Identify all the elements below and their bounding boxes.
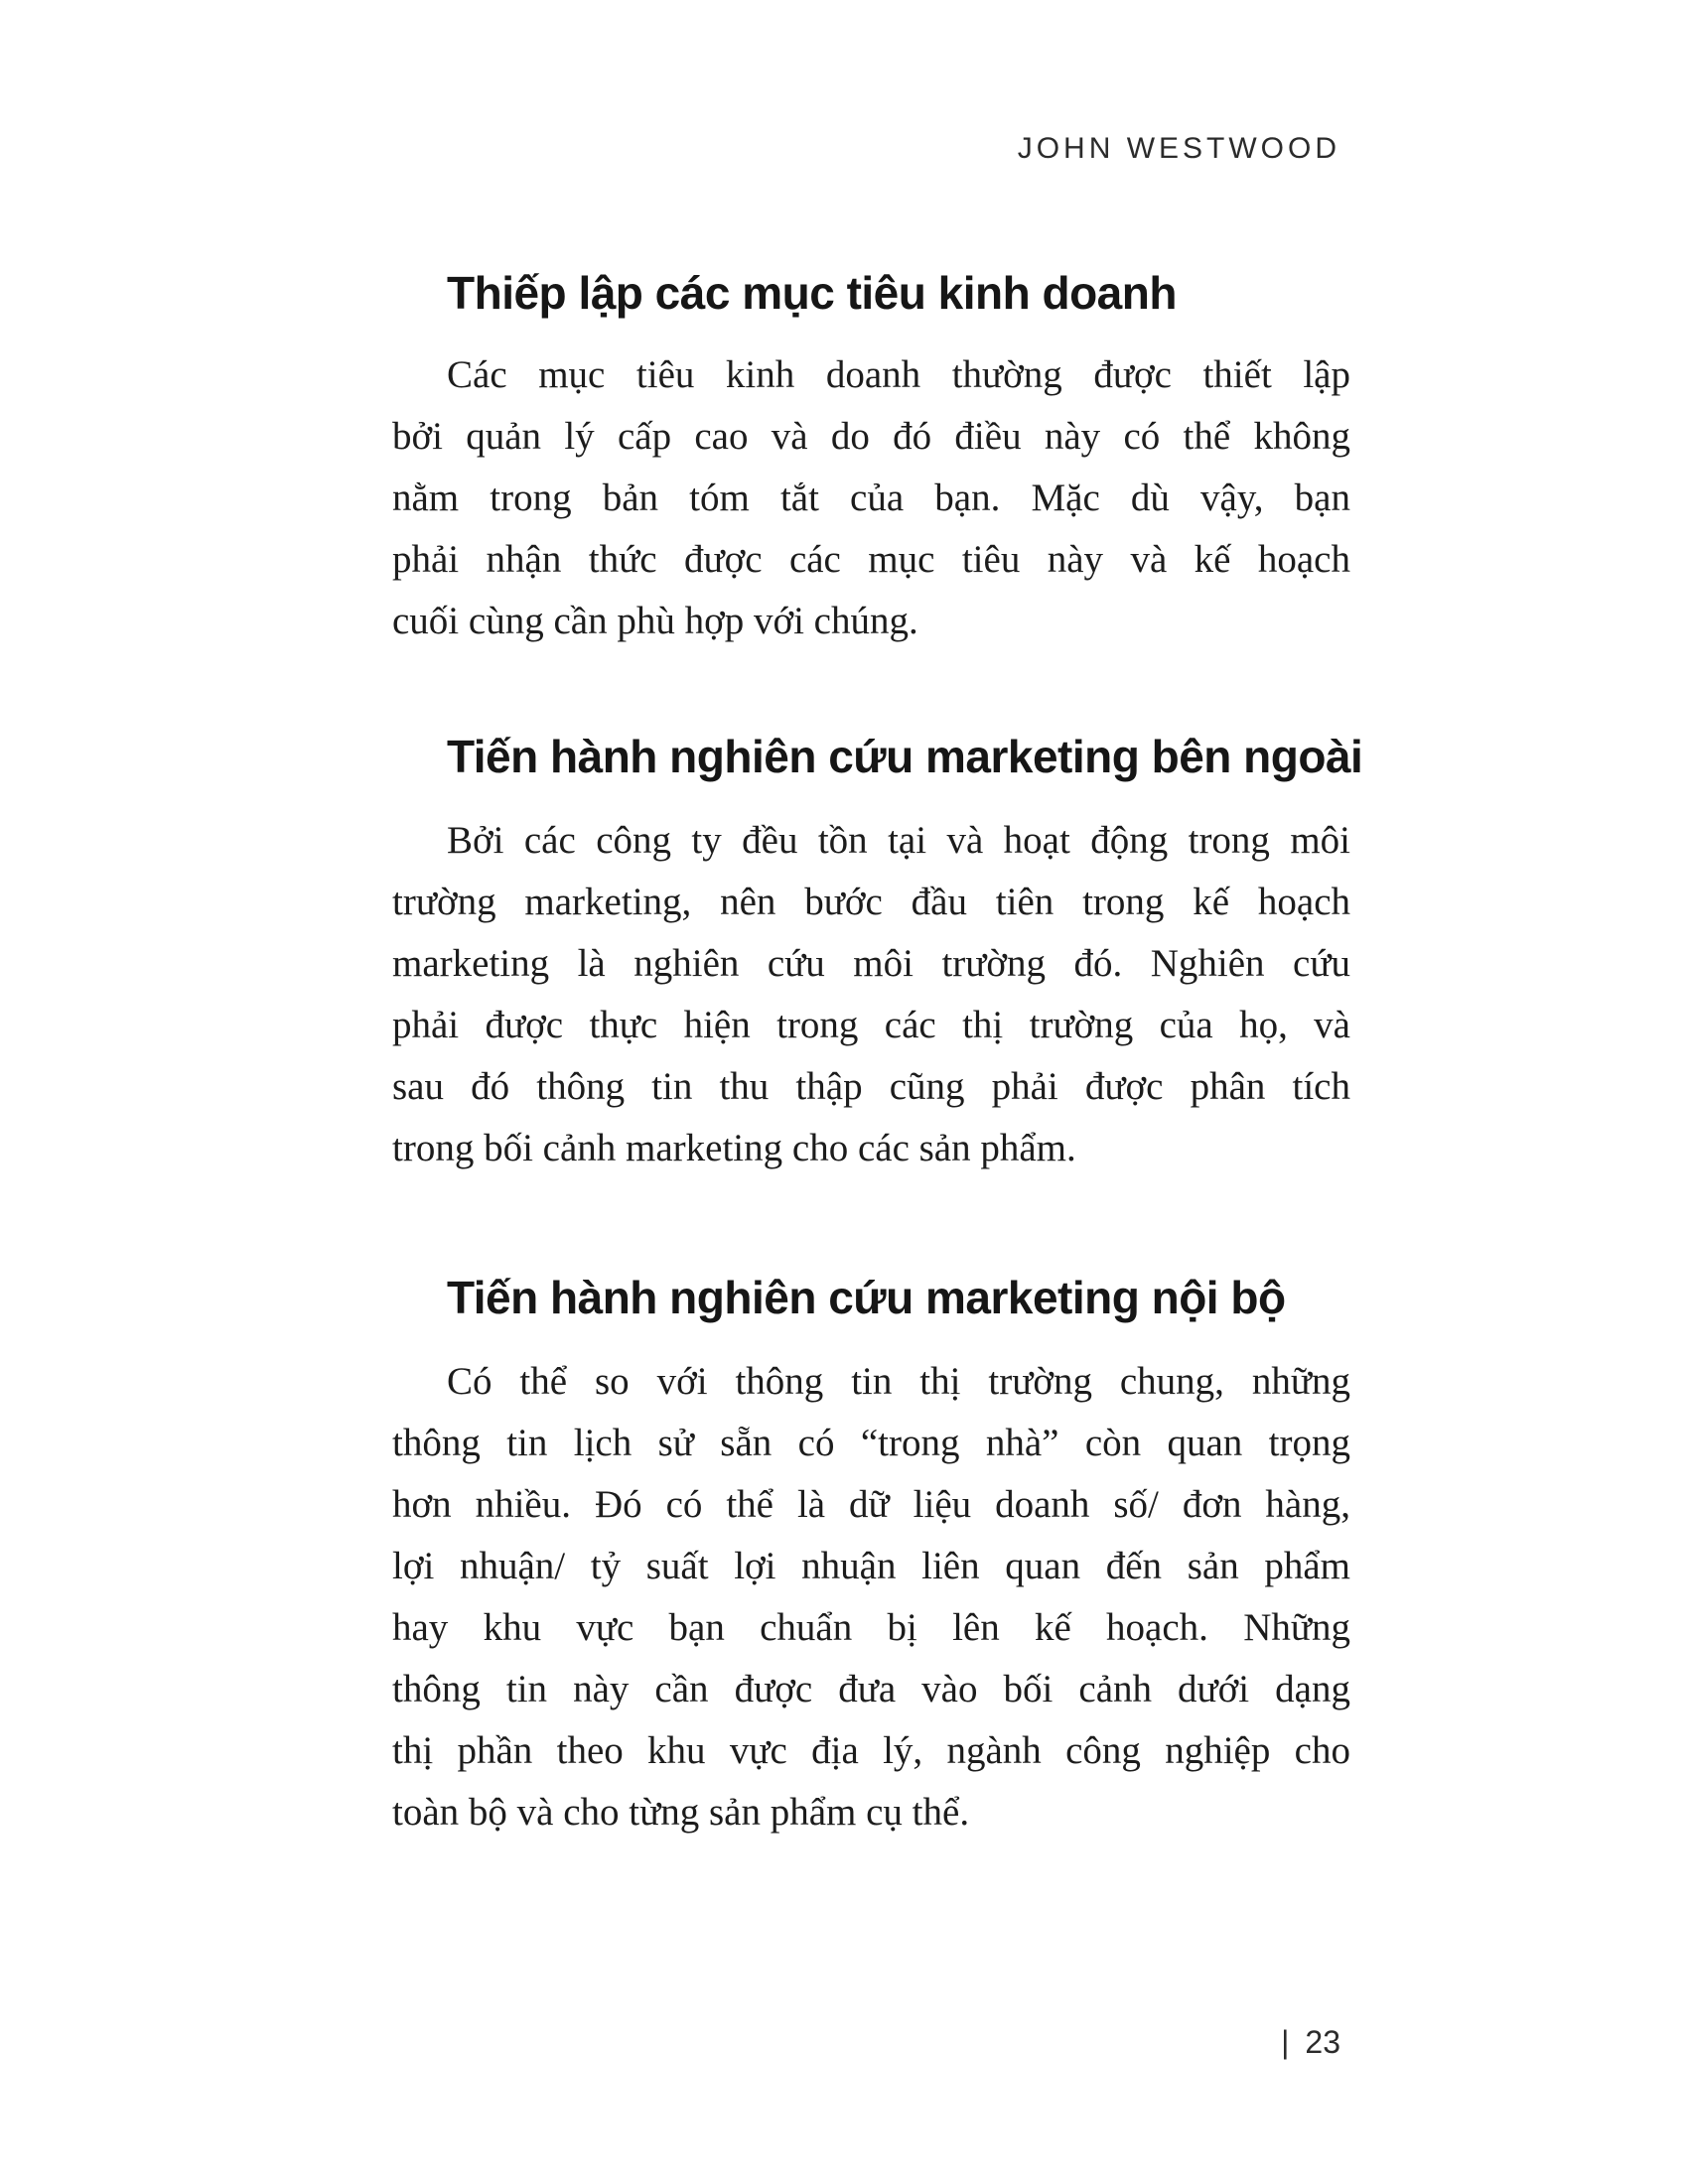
page-number (392, 2026, 1340, 2058)
paragraph-line: Các mục tiêu kinh doanh thường được thiết lập (447, 353, 1350, 396)
paragraph-line: trường marketing, nên bước đầu tiên trong kế hoạch (392, 881, 1350, 923)
paragraph-line: trong bối cảnh marketing cho các sản phẩm. (392, 1127, 1076, 1169)
paragraph-line: Bởi các công ty đều tồn tại và hoạt động trong môi (447, 819, 1350, 862)
paragraph-external-marketing-research (392, 810, 1350, 1179)
paragraph-line: cuối cùng cần phù hợp với chúng. (392, 600, 918, 642)
paragraph-line: phải nhận thức được các mục tiêu này và kế hoạch (392, 538, 1350, 581)
paragraph-line: bởi quản lý cấp cao và do đó điều này có thể không (392, 415, 1350, 458)
section-heading-external-marketing-research: Tiến hành nghiên cứu marketing bên ngoài (447, 731, 1363, 782)
paragraph-internal-marketing-research (392, 1351, 1350, 1843)
paragraph-line: Có thể so với thông tin thị trường chung, những (447, 1360, 1350, 1403)
running-header: JOHN WESTWOOD (1017, 132, 1340, 165)
paragraph-line: phải được thực hiện trong các thị trường của họ, và (392, 1004, 1350, 1046)
paragraph-line: thông tin lịch sử sẵn có “trong nhà” còn quan trọng (392, 1422, 1350, 1464)
page-number-separator-bar: | (1281, 2024, 1290, 2060)
section-heading-internal-marketing-research: Tiến hành nghiên cứu marketing nội bộ (447, 1272, 1286, 1323)
paragraph-line: hay khu vực bạn chuẩn bị lên kế hoạch. Những (392, 1606, 1350, 1649)
paragraph-line: marketing là nghiên cứu môi trường đó. Nghiên cứu (392, 942, 1350, 985)
page-number-value: 23 (1305, 2024, 1340, 2060)
paragraph-line: sau đó thông tin thu thập cũng phải được phân tích (392, 1065, 1350, 1108)
paragraph-line: thông tin này cần được đưa vào bối cảnh dưới dạng (392, 1668, 1350, 1710)
section-heading-business-objectives: Thiếp lập các mục tiêu kinh doanh (447, 267, 1177, 319)
paragraph-line: thị phần theo khu vực địa lý, ngành công nghiệp cho (392, 1729, 1350, 1772)
paragraph-business-objectives (392, 344, 1350, 652)
paragraph-line: nằm trong bản tóm tắt của bạn. Mặc dù vậy, bạn (392, 477, 1350, 519)
paragraph-line: toàn bộ và cho từng sản phẩm cụ thể. (392, 1791, 970, 1834)
paragraph-line: hơn nhiều. Đó có thể là dữ liệu doanh số/ đơn hàng, (392, 1483, 1350, 1526)
paragraph-line: lợi nhuận/ tỷ suất lợi nhuận liên quan đến sản phẩm (392, 1545, 1350, 1587)
